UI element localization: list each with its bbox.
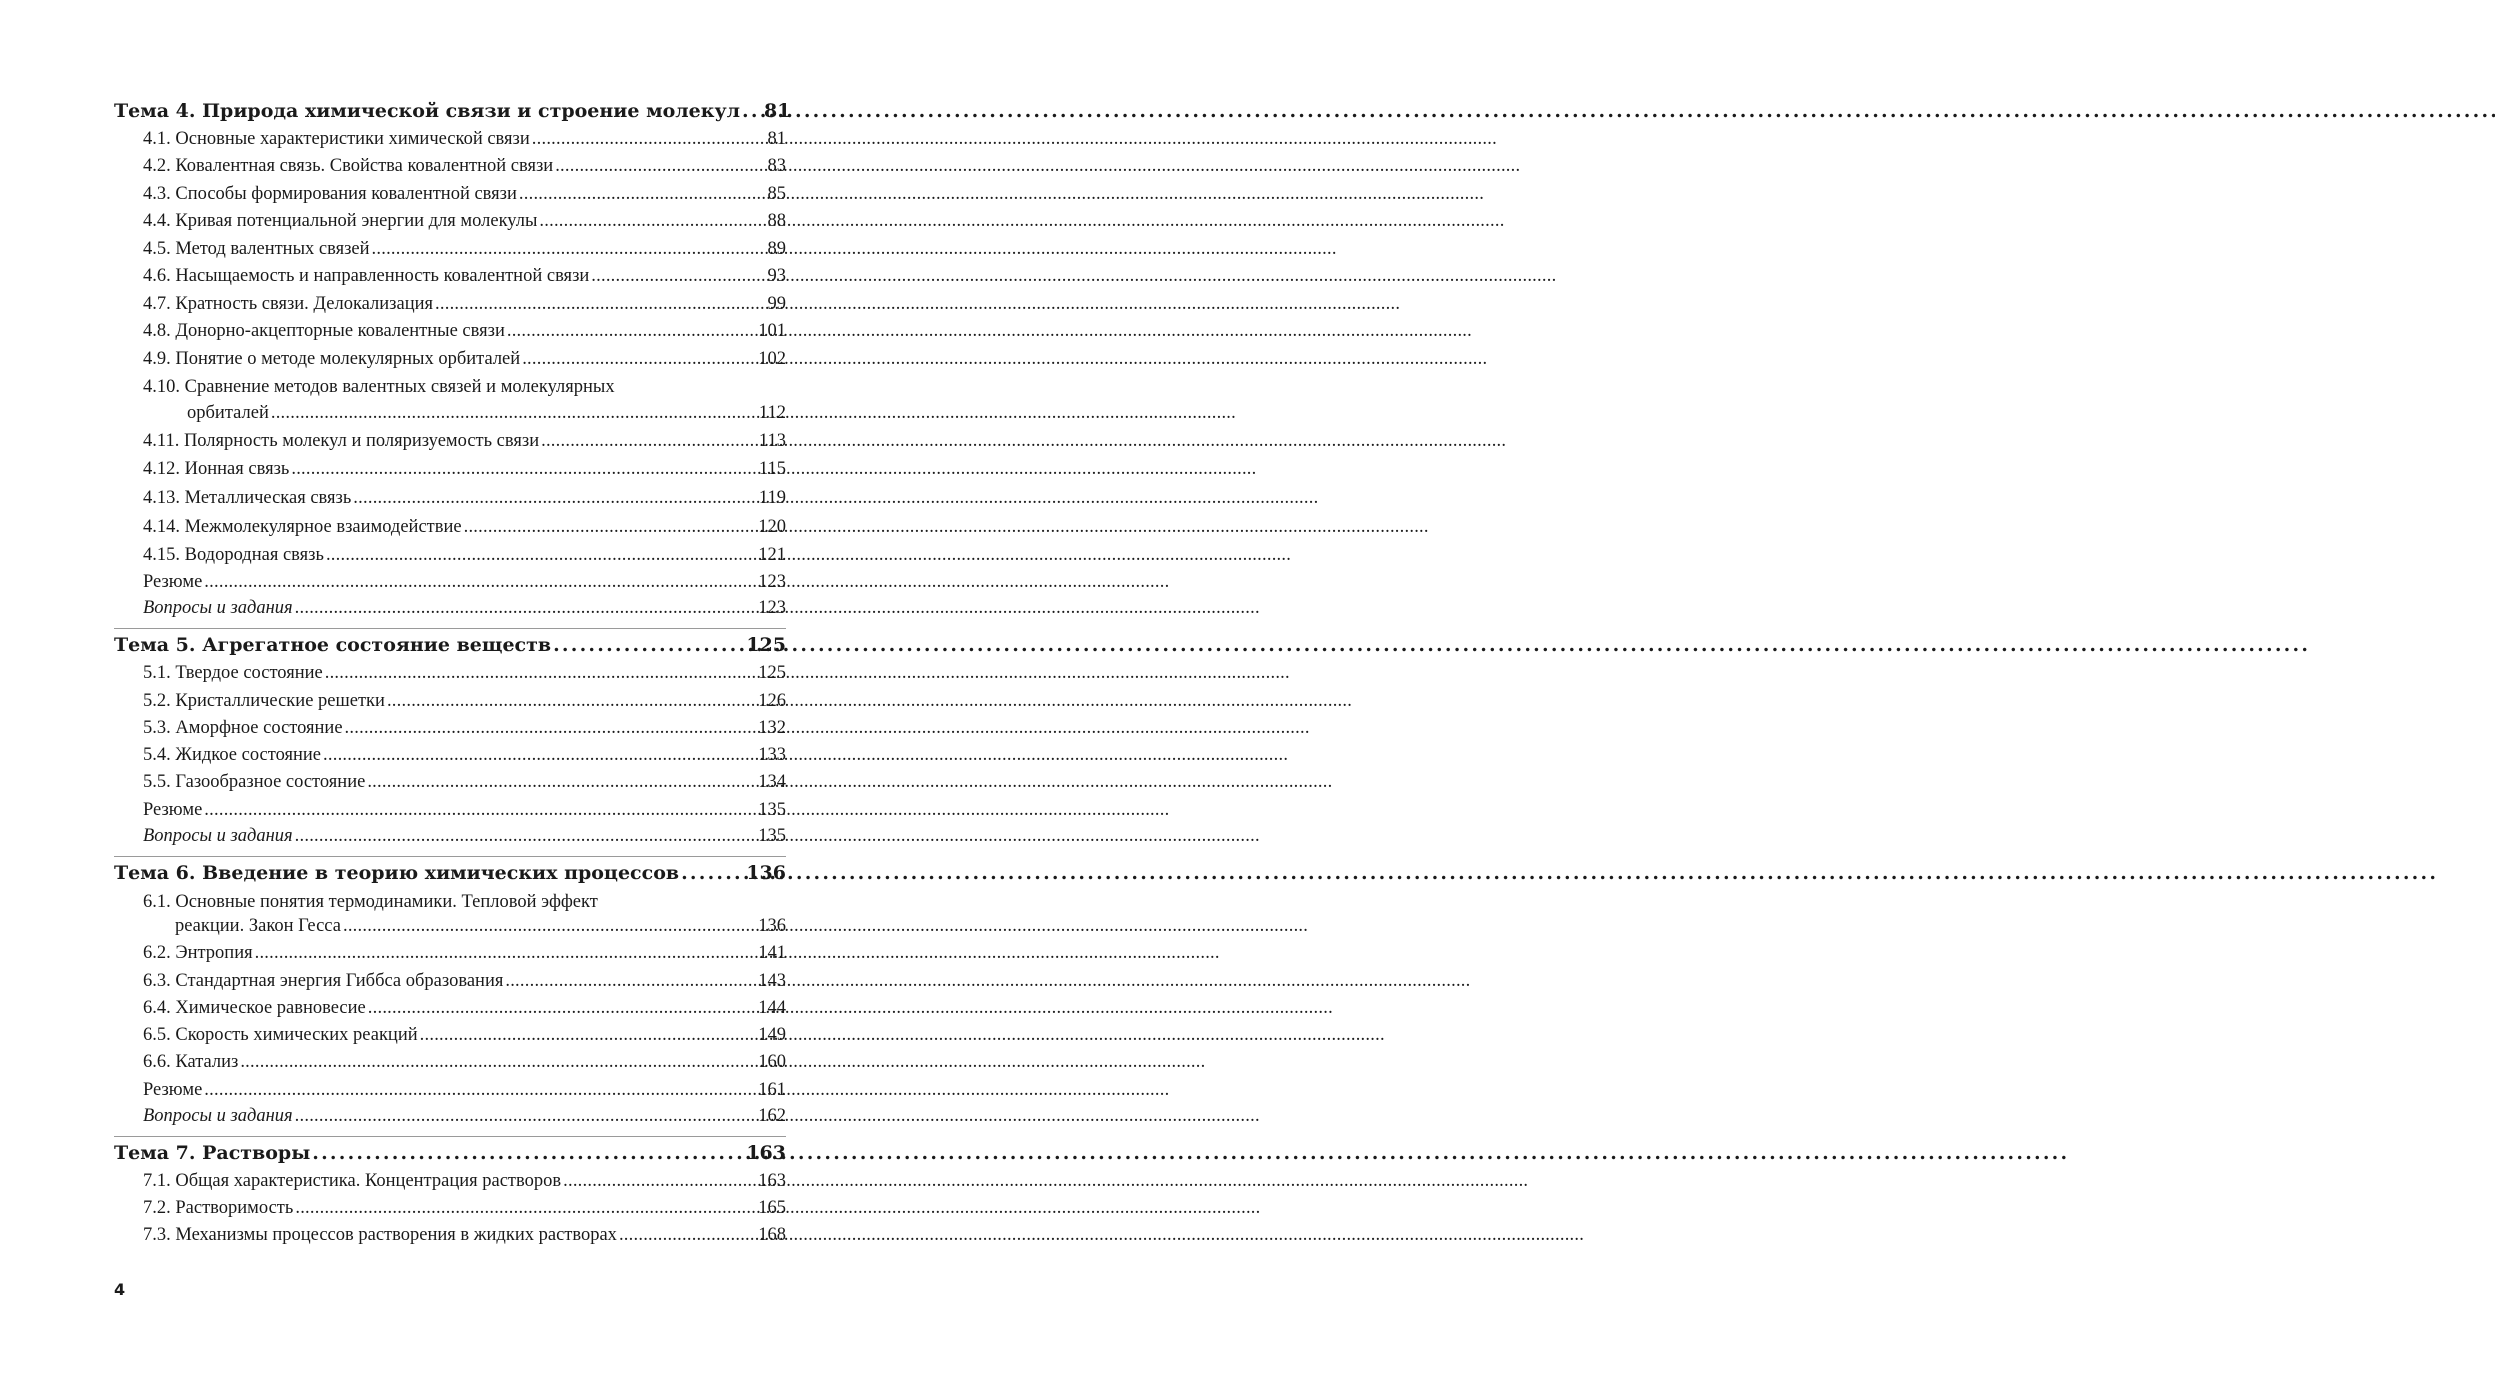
entry-title: реакции. Закон Гесса	[175, 916, 341, 936]
dot-leader	[325, 663, 757, 684]
dot-leader	[539, 211, 765, 232]
dot-leader	[271, 403, 757, 424]
toc-entry[interactable]	[143, 184, 786, 210]
entry-page: 135	[758, 826, 786, 846]
toc-entry[interactable]	[143, 718, 786, 744]
dot-leader	[522, 349, 756, 370]
section-divider	[114, 628, 786, 629]
dot-leader	[323, 745, 756, 766]
entry-page: 126	[758, 691, 786, 711]
toc-topic-7[interactable]	[114, 1142, 786, 1172]
entry-page: 93	[767, 266, 786, 286]
topic-title: Тема 6. Введение в теорию химических процессов	[114, 862, 680, 884]
dot-leader	[204, 572, 756, 593]
entry-title: 4.7. Кратность связи. Делокализация	[143, 294, 434, 314]
entry-title: 4.14. Межмолекулярное взаимодействие	[143, 517, 462, 537]
section-divider	[114, 856, 786, 857]
entry-title: Вопросы и задания	[143, 598, 293, 618]
entry-page: 115	[758, 459, 786, 479]
dot-leader	[553, 634, 744, 656]
dot-leader	[295, 826, 757, 847]
topic-page: 163	[746, 1142, 786, 1164]
toc-entry-questions[interactable]	[143, 1106, 786, 1132]
toc-entry[interactable]	[143, 545, 786, 571]
entry-title: 5.1. Твердое состояние	[143, 663, 323, 683]
entry-title: 4.3. Способы формирования ковалентной связи	[143, 184, 517, 204]
toc-entry[interactable]	[175, 916, 786, 942]
entry-page: 89	[767, 239, 786, 259]
dot-leader	[353, 488, 757, 509]
toc-topic-5[interactable]	[114, 634, 786, 664]
page-number: 4	[114, 1280, 126, 1299]
entry-title: 4.13. Металлическая связь	[143, 488, 352, 508]
entry-page: 132	[758, 718, 786, 738]
entry-title: 4.4. Кривая потенциальной энергии для молекулы	[143, 211, 538, 231]
entry-title: 4.8. Донорно-акцепторные ковалентные связи	[143, 321, 505, 341]
entry-page: 162	[758, 1106, 786, 1126]
toc-entry[interactable]	[143, 431, 786, 457]
dot-leader	[435, 294, 765, 315]
entry-page: 144	[758, 998, 786, 1018]
entry-title: 4.2. Ковалентная связь. Свойства ковалентной связи	[143, 156, 554, 176]
toc-entry-summary[interactable]	[143, 1080, 786, 1106]
toc-entry[interactable]	[143, 998, 786, 1024]
entry-title: орбиталей	[187, 403, 269, 423]
toc-entry[interactable]	[143, 321, 786, 347]
entry-title: 6.3. Стандартная энергия Гиббса образования	[143, 971, 504, 991]
toc-entry[interactable]	[143, 488, 786, 514]
entry-page: 161	[758, 1080, 786, 1100]
dot-leader	[555, 156, 765, 177]
entry-title: 4.1. Основные характеристики химической связи	[143, 129, 530, 149]
dot-leader	[372, 239, 766, 260]
toc-entry[interactable]	[143, 211, 786, 237]
entry-page: 85	[767, 184, 786, 204]
dot-leader	[295, 598, 757, 619]
toc-entry[interactable]	[143, 1198, 786, 1224]
entry-page: 135	[758, 800, 786, 820]
dot-leader	[532, 129, 766, 150]
entry-page: 149	[758, 1025, 786, 1045]
entry-title: 4.11. Полярность молекул и поляризуемость связи	[143, 431, 540, 451]
toc-entry[interactable]	[143, 1052, 786, 1078]
entry-title: 5.2. Кристаллические решетки	[143, 691, 385, 711]
entry-title: 6.2. Энтропия	[143, 943, 253, 963]
dot-leader	[345, 718, 757, 739]
topic-title: Тема 4. Природа химической связи и строение молекул	[114, 100, 741, 122]
toc-entry[interactable]	[143, 1171, 786, 1197]
entry-title: 5.3. Аморфное состояние	[143, 718, 343, 738]
topic-title: Тема 5. Агрегатное состояние веществ	[114, 634, 552, 656]
entry-page: 83	[767, 156, 786, 176]
topic-page: 136	[746, 862, 786, 884]
entry-title: 4.9. Понятие о методе молекулярных орбиталей	[143, 349, 521, 369]
entry-page: 168	[758, 1225, 786, 1245]
entry-title: 6.6. Катализ	[143, 1052, 239, 1072]
entry-page: 125	[758, 663, 786, 683]
dot-leader	[204, 800, 756, 821]
dot-leader	[505, 971, 756, 992]
dot-leader	[295, 1198, 756, 1219]
dot-leader	[326, 545, 756, 566]
dot-leader	[387, 691, 756, 712]
entry-page: 121	[758, 545, 786, 565]
toc-entry[interactable]	[143, 691, 786, 717]
toc-entry[interactable]	[143, 943, 786, 969]
entry-page: 120	[758, 517, 786, 537]
entry-page: 102	[758, 349, 786, 369]
toc-entry[interactable]	[143, 772, 786, 798]
dot-leader	[464, 517, 757, 538]
entry-page: 123	[758, 572, 786, 592]
toc-entry-questions[interactable]	[143, 598, 786, 624]
toc-entry[interactable]	[143, 1225, 786, 1251]
dot-leader	[519, 184, 766, 205]
topic-page: 125	[746, 634, 786, 656]
entry-title: Резюме	[143, 572, 203, 592]
dot-leader	[291, 459, 757, 480]
entry-page: 134	[758, 772, 786, 792]
entry-title: 4.6. Насыщаемость и направленность ковалентной связи	[143, 266, 590, 286]
toc-entry[interactable]	[143, 459, 786, 485]
entry-page: 123	[758, 598, 786, 618]
entry-title: Вопросы и задания	[143, 826, 293, 846]
toc-entry-summary[interactable]	[143, 800, 786, 826]
toc-entry[interactable]	[187, 403, 786, 429]
entry-title: 6.5. Скорость химических реакций	[143, 1025, 418, 1045]
dot-leader	[312, 1142, 744, 1164]
toc-entry[interactable]	[143, 294, 786, 320]
toc-entry[interactable]	[143, 517, 786, 543]
toc-entry[interactable]	[143, 971, 786, 997]
entry-page: 163	[758, 1171, 786, 1191]
dot-leader	[420, 1025, 757, 1046]
dot-leader	[681, 862, 744, 884]
toc-entry[interactable]	[143, 239, 786, 265]
entry-title: 4.12. Ионная связь	[143, 459, 290, 479]
toc-entry[interactable]	[143, 1025, 786, 1051]
toc-topic-4[interactable]	[114, 100, 791, 130]
dot-leader	[563, 1171, 756, 1192]
dot-leader	[367, 772, 756, 793]
entry-page: 119	[758, 488, 786, 508]
entry-page: 133	[758, 745, 786, 765]
dot-leader	[255, 943, 757, 964]
entry-page: 81	[767, 129, 786, 149]
entry-page: 141	[758, 943, 786, 963]
entry-page: 113	[758, 431, 786, 451]
entry-title: 7.2. Растворимость	[143, 1198, 294, 1218]
toc-entry-title-line1[interactable]: 4.10. Сравнение методов валентных связей и молекулярных	[143, 377, 615, 397]
dot-leader	[295, 1106, 757, 1127]
toc-entry[interactable]	[143, 745, 786, 771]
dot-leader	[591, 266, 765, 287]
dot-leader	[343, 916, 756, 937]
entry-page: 165	[758, 1198, 786, 1218]
dot-leader	[204, 1080, 756, 1101]
entry-page: 101	[758, 321, 786, 341]
toc-entry[interactable]	[143, 266, 786, 292]
entry-title: 6.4. Химическое равновесие	[143, 998, 366, 1018]
entry-page: 88	[767, 211, 786, 231]
dot-leader	[507, 321, 756, 342]
section-divider	[114, 1136, 786, 1137]
entry-title: 5.4. Жидкое состояние	[143, 745, 322, 765]
toc-entry[interactable]	[143, 129, 786, 155]
toc-entry[interactable]	[143, 349, 786, 375]
entry-page: 160	[758, 1052, 786, 1072]
dot-leader	[240, 1052, 756, 1073]
entry-title: 7.1. Общая характеристика. Концентрация растворов	[143, 1171, 562, 1191]
entry-page: 143	[758, 971, 786, 991]
toc-entry-summary[interactable]	[143, 572, 786, 598]
toc-topic-6[interactable]	[114, 862, 786, 892]
toc-entry-title-line1[interactable]: 6.1. Основные понятия термодинамики. Тепловой эффект	[143, 892, 598, 912]
toc-entry[interactable]	[143, 663, 786, 689]
entry-page: 136	[758, 916, 786, 936]
topic-title: Тема 7. Растворы	[114, 1142, 311, 1164]
toc-entry[interactable]	[143, 156, 786, 182]
toc-entry-questions[interactable]	[143, 826, 786, 852]
entry-title: Резюме	[143, 1080, 203, 1100]
dot-leader	[541, 431, 757, 452]
entry-title: 4.15. Водородная связь	[143, 545, 324, 565]
dot-leader	[619, 1225, 756, 1246]
dot-leader	[742, 100, 762, 122]
entry-title: 5.5. Газообразное состояние	[143, 772, 366, 792]
topic-page: 81	[764, 100, 791, 122]
entry-page: 99	[767, 294, 786, 314]
entry-page: 112	[758, 403, 786, 423]
entry-title: 7.3. Механизмы процессов растворения в жидких растворах	[143, 1225, 617, 1245]
dot-leader	[368, 998, 756, 1019]
entry-title: Резюме	[143, 800, 203, 820]
entry-title: Вопросы и задания	[143, 1106, 293, 1126]
entry-title: 4.5. Метод валентных связей	[143, 239, 370, 259]
